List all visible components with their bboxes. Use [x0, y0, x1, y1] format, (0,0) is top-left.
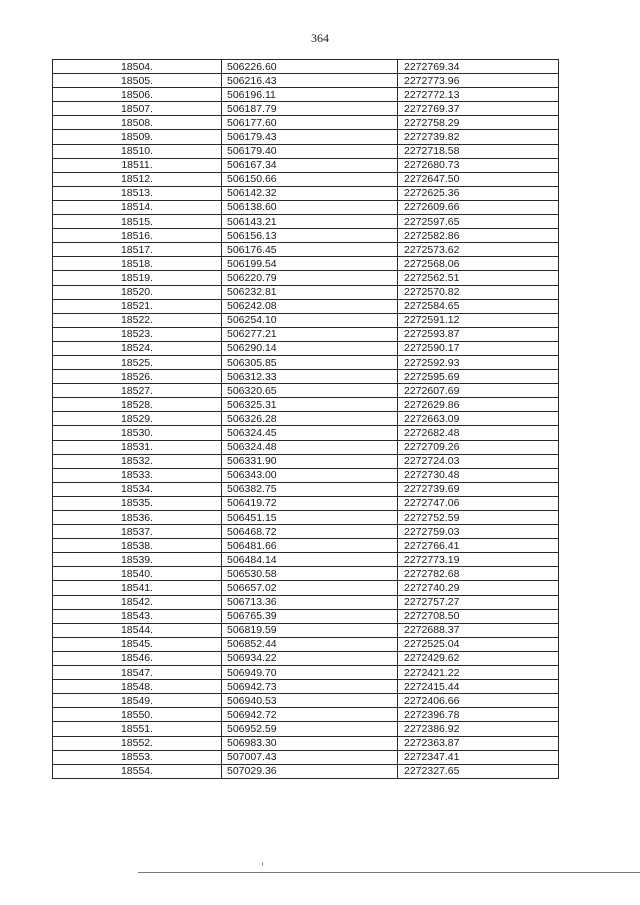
y-coordinate-cell: 2272688.37	[398, 623, 559, 637]
x-coordinate-cell: 506254.10	[222, 313, 398, 327]
point-number-cell: 18537.	[53, 525, 222, 539]
y-coordinate-cell: 2272591.12	[398, 313, 559, 327]
point-number-cell: 18545.	[53, 637, 222, 651]
point-number-cell: 18514.	[53, 200, 222, 214]
x-coordinate-cell: 506226.60	[222, 60, 398, 74]
x-coordinate-cell: 506765.39	[222, 609, 398, 623]
point-number-cell: 18550.	[53, 708, 222, 722]
y-coordinate-cell: 2272752.59	[398, 511, 559, 525]
point-number-cell: 18543.	[53, 609, 222, 623]
point-number-cell: 18522.	[53, 313, 222, 327]
x-coordinate-cell: 506277.21	[222, 327, 398, 341]
table-row	[53, 102, 559, 116]
x-coordinate-cell: 506150.66	[222, 172, 398, 186]
y-coordinate-cell: 2272680.73	[398, 158, 559, 172]
x-coordinate-cell: 506199.54	[222, 257, 398, 271]
y-coordinate-cell: 2272582.86	[398, 229, 559, 243]
y-coordinate-cell: 2272739.69	[398, 482, 559, 496]
point-number-cell: 18513.	[53, 186, 222, 200]
table-row	[53, 440, 559, 454]
point-number-cell: 18524.	[53, 341, 222, 355]
x-coordinate-cell: 506952.59	[222, 722, 398, 736]
x-coordinate-cell: 506382.75	[222, 482, 398, 496]
x-coordinate-cell: 506942.73	[222, 680, 398, 694]
point-number-cell: 18520.	[53, 285, 222, 299]
table-row	[53, 750, 559, 764]
point-number-cell: 18530.	[53, 426, 222, 440]
table-row	[53, 412, 559, 426]
y-coordinate-cell: 2272663.09	[398, 412, 559, 426]
y-coordinate-cell: 2272396.78	[398, 708, 559, 722]
y-coordinate-cell: 2272740.29	[398, 581, 559, 595]
x-coordinate-cell: 506179.40	[222, 144, 398, 158]
y-coordinate-cell: 2272747.06	[398, 496, 559, 510]
point-number-cell: 18506.	[53, 88, 222, 102]
point-number-cell: 18551.	[53, 722, 222, 736]
point-number-cell: 18544.	[53, 623, 222, 637]
x-coordinate-cell: 507007.43	[222, 750, 398, 764]
y-coordinate-cell: 2272568.06	[398, 257, 559, 271]
table-row	[53, 327, 559, 341]
y-coordinate-cell: 2272739.82	[398, 130, 559, 144]
point-number-cell: 18510.	[53, 144, 222, 158]
table-row	[53, 229, 559, 243]
point-number-cell: 18553.	[53, 750, 222, 764]
table-row	[53, 144, 559, 158]
y-coordinate-cell: 2272406.66	[398, 694, 559, 708]
coordinate-table	[52, 59, 559, 779]
point-number-cell: 18546.	[53, 651, 222, 665]
point-number-cell: 18507.	[53, 102, 222, 116]
x-coordinate-cell: 506216.43	[222, 74, 398, 88]
table-row	[53, 355, 559, 369]
x-coordinate-cell: 506713.36	[222, 595, 398, 609]
x-coordinate-cell: 506343.00	[222, 468, 398, 482]
x-coordinate-cell: 506481.66	[222, 539, 398, 553]
y-coordinate-cell: 2272562.51	[398, 271, 559, 285]
x-coordinate-cell: 506324.45	[222, 426, 398, 440]
point-number-cell: 18534.	[53, 482, 222, 496]
x-coordinate-cell: 506177.60	[222, 116, 398, 130]
point-number-cell: 18516.	[53, 229, 222, 243]
table-row	[53, 666, 559, 680]
x-coordinate-cell: 506179.43	[222, 130, 398, 144]
x-coordinate-cell: 506326.28	[222, 412, 398, 426]
page-number: 364	[311, 31, 329, 45]
x-coordinate-cell: 506949.70	[222, 666, 398, 680]
x-coordinate-cell: 506138.60	[222, 200, 398, 214]
y-coordinate-cell: 2272769.37	[398, 102, 559, 116]
x-coordinate-cell: 506325.31	[222, 398, 398, 412]
x-coordinate-cell: 506187.79	[222, 102, 398, 116]
x-coordinate-cell: 506290.14	[222, 341, 398, 355]
table-row	[53, 257, 559, 271]
y-coordinate-cell: 2272682.48	[398, 426, 559, 440]
x-coordinate-cell: 506468.72	[222, 525, 398, 539]
x-coordinate-cell: 506419.72	[222, 496, 398, 510]
table-row	[53, 116, 559, 130]
y-coordinate-cell: 2272597.65	[398, 215, 559, 229]
table-row	[53, 398, 559, 412]
point-number-cell: 18521.	[53, 299, 222, 313]
y-coordinate-cell: 2272772.13	[398, 88, 559, 102]
x-coordinate-cell: 506142.32	[222, 186, 398, 200]
table-row	[53, 609, 559, 623]
point-number-cell: 18532.	[53, 454, 222, 468]
point-number-cell: 18508.	[53, 116, 222, 130]
point-number-cell: 18527.	[53, 384, 222, 398]
table-row	[53, 341, 559, 355]
point-number-cell: 18531.	[53, 440, 222, 454]
table-row	[53, 243, 559, 257]
footer-rule	[138, 872, 640, 873]
y-coordinate-cell: 2272421.22	[398, 666, 559, 680]
table-row	[53, 539, 559, 553]
x-coordinate-cell: 506940.53	[222, 694, 398, 708]
table-row	[53, 722, 559, 736]
point-number-cell: 18540.	[53, 567, 222, 581]
point-number-cell: 18523.	[53, 327, 222, 341]
y-coordinate-cell: 2272773.96	[398, 74, 559, 88]
y-coordinate-cell: 2272347.41	[398, 750, 559, 764]
x-coordinate-cell: 506942.72	[222, 708, 398, 722]
y-coordinate-cell: 2272730.48	[398, 468, 559, 482]
y-coordinate-cell: 2272590.17	[398, 341, 559, 355]
x-coordinate-cell: 506530.58	[222, 567, 398, 581]
table-row	[53, 694, 559, 708]
table-row	[53, 651, 559, 665]
y-coordinate-cell: 2272609.66	[398, 200, 559, 214]
table-row	[53, 637, 559, 651]
x-coordinate-cell: 506305.85	[222, 355, 398, 369]
y-coordinate-cell: 2272429.62	[398, 651, 559, 665]
y-coordinate-cell: 2272709.26	[398, 440, 559, 454]
point-number-cell: 18504.	[53, 60, 222, 74]
point-number-cell: 18539.	[53, 553, 222, 567]
point-number-cell: 18535.	[53, 496, 222, 510]
x-coordinate-cell: 506320.65	[222, 384, 398, 398]
table-row	[53, 271, 559, 285]
x-coordinate-cell: 506242.08	[222, 299, 398, 313]
x-coordinate-cell: 506451.15	[222, 511, 398, 525]
point-number-cell: 18509.	[53, 130, 222, 144]
x-coordinate-cell: 506657.02	[222, 581, 398, 595]
y-coordinate-cell: 2272415.44	[398, 680, 559, 694]
table-row	[53, 525, 559, 539]
y-coordinate-cell: 2272595.69	[398, 370, 559, 384]
table-row	[53, 60, 559, 74]
y-coordinate-cell: 2272629.86	[398, 398, 559, 412]
y-coordinate-cell: 2272625.36	[398, 186, 559, 200]
point-number-cell: 18519.	[53, 271, 222, 285]
table-row	[53, 567, 559, 581]
point-number-cell: 18549.	[53, 694, 222, 708]
point-number-cell: 18541.	[53, 581, 222, 595]
table-row	[53, 200, 559, 214]
y-coordinate-cell: 2272718.58	[398, 144, 559, 158]
table-row	[53, 130, 559, 144]
y-coordinate-cell: 2272592.93	[398, 355, 559, 369]
x-coordinate-cell: 506934.22	[222, 651, 398, 665]
point-number-cell: 18511.	[53, 158, 222, 172]
y-coordinate-cell: 2272570.82	[398, 285, 559, 299]
y-coordinate-cell: 2272386.92	[398, 722, 559, 736]
y-coordinate-cell: 2272758.29	[398, 116, 559, 130]
point-number-cell: 18518.	[53, 257, 222, 271]
table-row	[53, 158, 559, 172]
y-coordinate-cell: 2272759.03	[398, 525, 559, 539]
table-row	[53, 623, 559, 637]
point-number-cell: 18554.	[53, 764, 222, 778]
table-row	[53, 764, 559, 778]
table-row	[53, 496, 559, 510]
table-row	[53, 384, 559, 398]
x-coordinate-cell: 506331.90	[222, 454, 398, 468]
table-row	[53, 313, 559, 327]
point-number-cell: 18533.	[53, 468, 222, 482]
x-coordinate-cell: 507029.36	[222, 764, 398, 778]
table-row	[53, 370, 559, 384]
x-coordinate-cell: 506196.11	[222, 88, 398, 102]
point-number-cell: 18525.	[53, 355, 222, 369]
table-row	[53, 511, 559, 525]
point-number-cell: 18538.	[53, 539, 222, 553]
point-number-cell: 18512.	[53, 172, 222, 186]
x-coordinate-cell: 506312.33	[222, 370, 398, 384]
point-number-cell: 18542.	[53, 595, 222, 609]
x-coordinate-cell: 506176.45	[222, 243, 398, 257]
y-coordinate-cell: 2272782.68	[398, 567, 559, 581]
table-row	[53, 595, 559, 609]
table-row	[53, 299, 559, 313]
x-coordinate-cell: 506324.48	[222, 440, 398, 454]
point-number-cell: 18552.	[53, 736, 222, 750]
x-coordinate-cell: 506167.34	[222, 158, 398, 172]
table-row	[53, 172, 559, 186]
point-number-cell: 18517.	[53, 243, 222, 257]
x-coordinate-cell: 506232.81	[222, 285, 398, 299]
y-coordinate-cell: 2272769.34	[398, 60, 559, 74]
table-row	[53, 680, 559, 694]
table-row	[53, 285, 559, 299]
x-coordinate-cell: 506143.21	[222, 215, 398, 229]
y-coordinate-cell: 2272647.50	[398, 172, 559, 186]
point-number-cell: 18536.	[53, 511, 222, 525]
point-number-cell: 18526.	[53, 370, 222, 384]
x-coordinate-cell: 506484.14	[222, 553, 398, 567]
table-row	[53, 708, 559, 722]
y-coordinate-cell: 2272766.41	[398, 539, 559, 553]
x-coordinate-cell: 506852.44	[222, 637, 398, 651]
x-coordinate-cell: 506220.79	[222, 271, 398, 285]
point-number-cell: 18547.	[53, 666, 222, 680]
table-row	[53, 88, 559, 102]
table-row	[53, 74, 559, 88]
table-row	[53, 581, 559, 595]
point-number-cell: 18515.	[53, 215, 222, 229]
table-row	[53, 468, 559, 482]
table-row	[53, 736, 559, 750]
table-row	[53, 454, 559, 468]
y-coordinate-cell: 2272724.03	[398, 454, 559, 468]
y-coordinate-cell: 2272607.69	[398, 384, 559, 398]
table-row	[53, 553, 559, 567]
point-number-cell: 18505.	[53, 74, 222, 88]
x-coordinate-cell: 506819.59	[222, 623, 398, 637]
table-row	[53, 215, 559, 229]
point-number-cell: 18548.	[53, 680, 222, 694]
point-number-cell: 18529.	[53, 412, 222, 426]
table-row	[53, 186, 559, 200]
y-coordinate-cell: 2272327.65	[398, 764, 559, 778]
y-coordinate-cell: 2272593.87	[398, 327, 559, 341]
y-coordinate-cell: 2272573.62	[398, 243, 559, 257]
coordinate-table-body	[53, 60, 559, 779]
y-coordinate-cell: 2272525.04	[398, 637, 559, 651]
y-coordinate-cell: 2272708.50	[398, 609, 559, 623]
scan-mark	[262, 862, 263, 866]
point-number-cell: 18528.	[53, 398, 222, 412]
x-coordinate-cell: 506156.13	[222, 229, 398, 243]
table-row	[53, 482, 559, 496]
y-coordinate-cell: 2272773.19	[398, 553, 559, 567]
y-coordinate-cell: 2272363.87	[398, 736, 559, 750]
y-coordinate-cell: 2272584.65	[398, 299, 559, 313]
x-coordinate-cell: 506983.30	[222, 736, 398, 750]
y-coordinate-cell: 2272757.27	[398, 595, 559, 609]
table-row	[53, 426, 559, 440]
